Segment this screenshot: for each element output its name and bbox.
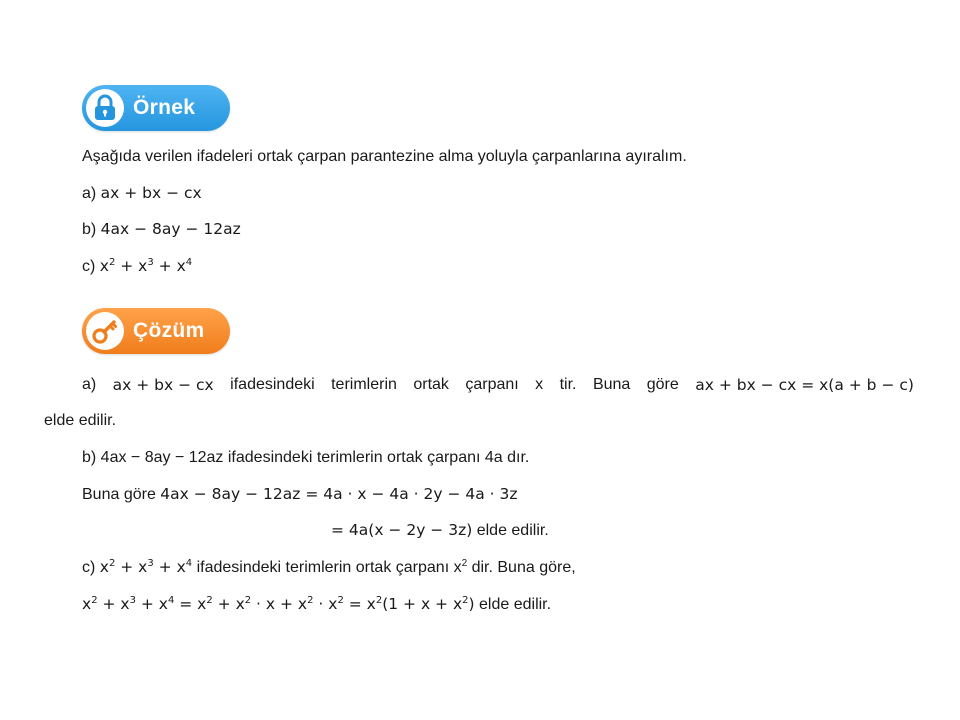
solution-a-line: a) ax + bx − cx ifadesindeki terimlerin ortak çarpanı x tir. Buna göre ax + bx − cx = x(a + b − c) (82, 376, 914, 394)
solution-c-line1: c) $x^2 + x^3 + x^4$ ifadesindeki terimlerin ortak çarpanı $x^2$ dir. Buna göre, (82, 558, 576, 576)
solution-badge (82, 308, 230, 354)
solution-b-line1: b) 4ax − 8ay − 12az ifadesindeki terimlerin ortak çarpanı 4a dır. (82, 449, 530, 466)
example-label: Örnek (133, 96, 196, 119)
lock-icon (86, 89, 124, 127)
solution-a-cont: elde edilir. (44, 412, 117, 429)
solution-b-line2: Buna göre 4ax − 8ay − 12az = 4a · x − 4a · 2y − 4a · 3z (82, 485, 518, 503)
example-item-c: c) $x^2 + x^3 + x^4$ (82, 257, 193, 275)
example-item-a: a) ax + bx − cx (82, 184, 202, 202)
solution-c-line2: $x^2 + x^3 + x^4 = x^2 + x^2 \cdot x + x^2 \cdot x^2 = x^2(1 + x + x^2)$ elde edilir. (82, 595, 552, 613)
key-icon (86, 312, 124, 350)
solution-b-line3: = 4a(x − 2y − 3z) elde edilir. (331, 521, 549, 539)
example-item-b: b) 4ax − 8ay − 12az (82, 220, 241, 238)
solution-label: Çözüm (133, 319, 205, 342)
example-intro: Aşağıda verilen ifadeleri ortak çarpan parantezine alma yoluyla çarpanlarına ayıralım. (82, 148, 687, 165)
example-badge (82, 85, 230, 131)
